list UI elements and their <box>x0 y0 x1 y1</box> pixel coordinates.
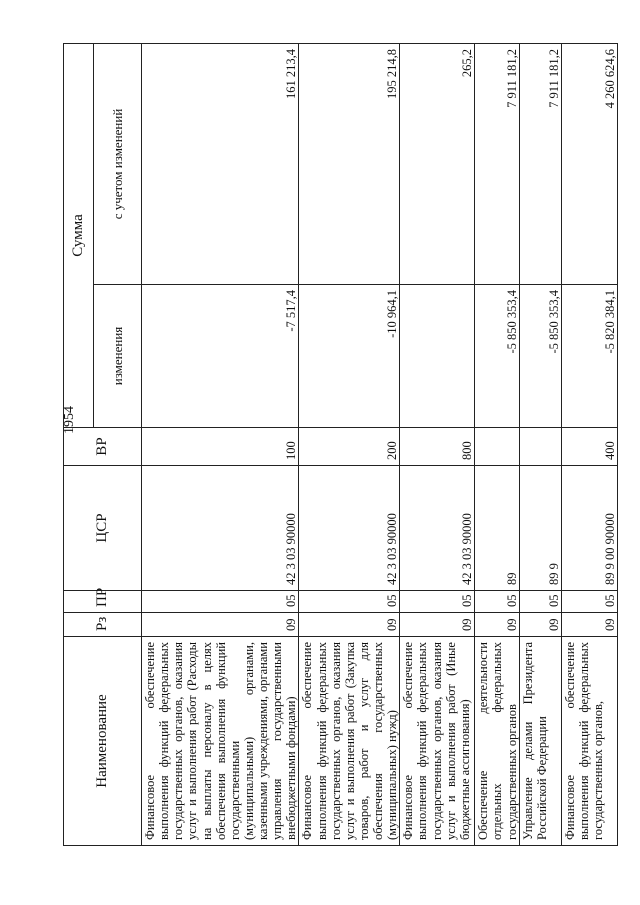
row-rz: 09 <box>561 613 617 637</box>
row-name: Финансовое обеспечение выполнения функций федеральных государственных органов, оказания услуг и выполнения работ (Расходы на выплаты персоналу в целях обеспечения выполнения функций государственными (муниципальными) органами, казенными учреждениями, органами управления государственными внебюджетными фондами) <box>142 637 299 846</box>
rotated-table-container <box>63 44 617 846</box>
row-vr: 800 <box>400 428 475 466</box>
row-name: Финансовое обеспечение выполнения функций федеральных государственных органов, оказания услуг и выполнения работ (Иные бюджетные ассигнования) <box>400 637 475 846</box>
row-with-changes: 195 214,8 <box>299 43 400 284</box>
row-rz: 09 <box>299 613 400 637</box>
row-rz: 09 <box>475 613 519 637</box>
row-csr: 89 <box>475 466 519 591</box>
header-with-changes: с учетом изменений <box>94 43 142 284</box>
row-csr: 42 3 03 90000 <box>400 466 475 591</box>
row-name: Обеспечение деятельности отдельных федеральных государственных органов <box>475 637 519 846</box>
row-change: -5 850 353,4 <box>519 285 561 428</box>
row-pr: 05 <box>400 591 475 613</box>
row-with-changes: 161 213,4 <box>142 43 299 284</box>
row-rz: 09 <box>519 613 561 637</box>
table-row <box>299 43 400 845</box>
row-with-changes: 4 260 624,6 <box>561 43 617 284</box>
row-name: Финансовое обеспечение выполнения функций федеральных государственных органов, <box>561 637 617 846</box>
row-change <box>400 285 475 428</box>
row-change: -7 517,4 <box>142 285 299 428</box>
row-pr: 05 <box>299 591 400 613</box>
header-pr: ПР <box>64 591 142 613</box>
row-name: Финансовое обеспечение выполнения функций федеральных государственных органов, оказания услуг и выполнения работ (Закупка товаров, работ и услуг для обеспечения государственных (муниципальных) нужд) <box>299 637 400 846</box>
row-with-changes: 265,2 <box>400 43 475 284</box>
row-csr: 42 3 03 90000 <box>299 466 400 591</box>
row-with-changes: 7 911 181,2 <box>519 43 561 284</box>
row-csr: 89 9 00 90000 <box>561 466 617 591</box>
row-change: -10 964,1 <box>299 285 400 428</box>
row-name: Управление делами Президента Российской Федерации <box>519 637 561 846</box>
row-vr: 100 <box>142 428 299 466</box>
row-pr: 05 <box>519 591 561 613</box>
row-csr: 89 9 <box>519 466 561 591</box>
row-change: -5 820 384,1 <box>561 285 617 428</box>
row-rz: 09 <box>142 613 299 637</box>
row-vr: 200 <box>299 428 400 466</box>
table-row <box>475 43 519 845</box>
table-row <box>142 43 299 845</box>
header-name: Наименование <box>64 637 142 846</box>
table-row <box>561 43 617 845</box>
row-pr: 05 <box>561 591 617 613</box>
page-number: 1954 <box>62 406 77 434</box>
table-row <box>519 43 561 845</box>
header-vr: ВР <box>64 428 142 466</box>
row-change: -5 850 353,4 <box>475 285 519 428</box>
header-sum: Сумма <box>64 43 94 427</box>
row-csr: 42 3 03 90000 <box>142 466 299 591</box>
row-vr: 400 <box>561 428 617 466</box>
header-rz: Рз <box>64 613 142 637</box>
budget-table <box>63 43 618 846</box>
header-csr: ЦСР <box>64 466 142 591</box>
header-change: изменения <box>94 285 142 428</box>
row-rz: 09 <box>400 613 475 637</box>
row-vr <box>519 428 561 466</box>
row-pr: 05 <box>475 591 519 613</box>
row-vr <box>475 428 519 466</box>
row-pr: 05 <box>142 591 299 613</box>
table-row <box>400 43 475 845</box>
row-with-changes: 7 911 181,2 <box>475 43 519 284</box>
